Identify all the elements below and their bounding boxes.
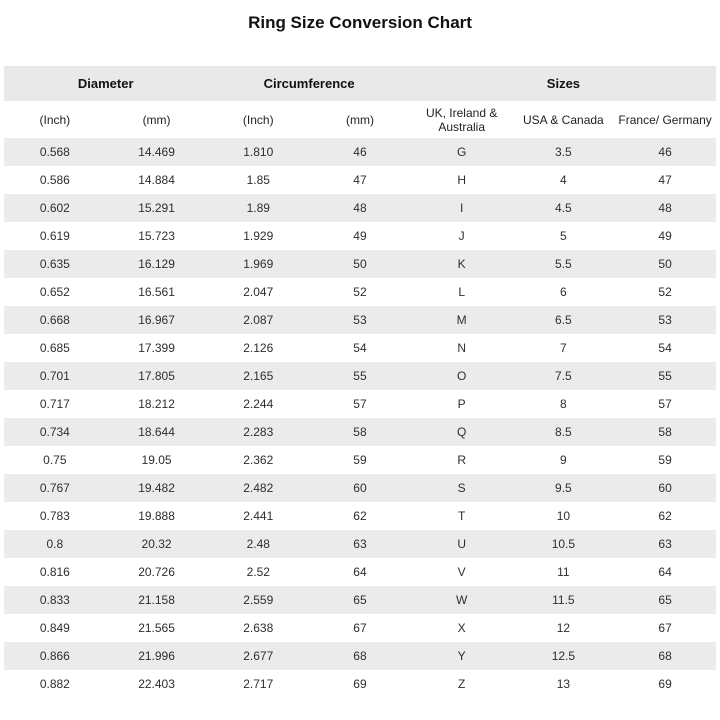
table-cell: 62 [658,509,672,523]
table-row [4,166,716,194]
table-cell: 63 [658,537,672,551]
table-cell: 2.559 [243,593,274,607]
table-cell: J [458,229,465,243]
table-cell: R [457,453,466,467]
table-cell: 60 [658,481,672,495]
table-cell: 2.244 [243,397,274,411]
column-header-usa-canada: USA & Canada [513,101,615,138]
column-header-uk-ireland-australia-label: UK, Ireland & Australia [425,105,498,134]
table-row [4,558,716,586]
table-cell: 63 [353,537,367,551]
group-header-diameter: Diameter [4,66,207,101]
table-cell: 49 [353,229,367,243]
table-cell: 11.5 [552,593,575,607]
table-row [4,502,716,530]
table-cell: 2.087 [243,313,274,327]
table-cell: 1.85 [246,173,270,187]
table-cell: 0.685 [39,341,70,355]
table-cell: 0.717 [39,397,70,411]
table-cell: 4.5 [555,201,572,215]
table-cell: 62 [353,509,367,523]
table-cell: P [457,397,466,411]
table-row [4,474,716,502]
table-cell: 0.619 [39,229,70,243]
table-cell: 4 [560,173,567,187]
column-header-diameter-mm: (mm) [106,101,208,138]
table-cell: 7.5 [555,369,572,383]
table-cell: S [457,481,466,495]
table-cell: 17.399 [138,341,175,355]
table-cell: 15.723 [138,229,175,243]
table-cell: 12.5 [551,649,576,663]
table-cell: 16.561 [138,285,175,299]
table-cell: 0.8 [46,537,64,551]
table-header [4,66,716,138]
table-cell: V [457,565,466,579]
table-row [4,670,716,698]
table-cell: 46 [658,145,672,159]
group-header-sizes: Sizes [411,66,716,101]
table-row [4,250,716,278]
table-row [4,334,716,362]
table-cell: 10 [556,509,571,523]
table-cell: 0.568 [39,145,70,159]
table-row [4,278,716,306]
table-cell: 67 [658,621,672,635]
column-header-france-germany: France/ Germany [614,101,716,138]
table-cell: 2.717 [243,677,274,691]
table-cell: 69 [353,677,367,691]
table-cell: 60 [353,481,367,495]
table-cell: 46 [353,145,367,159]
table-row [4,446,716,474]
table-cell: 18.644 [138,425,175,439]
table-cell: 14.884 [138,173,175,187]
table-cell: 16.129 [138,257,175,271]
table-cell: K [457,257,466,271]
table-row [4,390,716,418]
table-cell: 3.5 [555,145,572,159]
table-cell: 16.967 [138,313,175,327]
table-cell: 0.767 [39,481,70,495]
table-cell: 48 [658,201,672,215]
table-cell: T [457,509,466,523]
table-cell: 2.362 [243,453,274,467]
table-cell: 8.5 [555,425,572,439]
table-cell: 13 [556,677,571,691]
table-cell: 1.929 [243,229,274,243]
table-cell: 12 [556,621,571,635]
column-header-circumference-mm: (mm) [309,101,411,138]
table-cell: 55 [658,369,672,383]
table-cell: 50 [658,257,672,271]
table-cell: 2.165 [243,369,274,383]
table-cell: 2.126 [243,341,274,355]
table-cell: 22.403 [138,677,175,691]
table-cell: 8 [560,397,567,411]
table-row [4,306,716,334]
table-cell: 57 [658,397,672,411]
table-cell: 19.05 [141,453,172,467]
table-cell: 2.677 [243,649,274,663]
table-cell: 11 [557,565,570,579]
table-cell: 0.816 [39,565,70,579]
table-cell: 47 [658,173,672,187]
table-cell: 5 [560,229,567,243]
table-cell: 48 [353,201,367,215]
table-cell: H [457,173,466,187]
table-cell: 2.638 [243,621,274,635]
ring-size-conversion-table [4,66,716,698]
table-cell: 47 [353,173,367,187]
table-cell: 21.996 [138,649,175,663]
table-row [4,586,716,614]
table-cell: 0.668 [39,313,70,327]
table-row [4,418,716,446]
table-cell: 65 [658,593,672,607]
table-cell: 64 [353,565,367,579]
table-cell: 6 [560,285,567,299]
table-cell: 57 [353,397,367,411]
table-cell: 58 [353,425,367,439]
table-cell: 59 [658,453,672,467]
table-cell: 21.158 [138,593,175,607]
table-cell: 17.805 [138,369,175,383]
table-cell: 0.783 [39,509,70,523]
table-row [4,362,716,390]
table-cell: 0.75 [43,453,67,467]
column-header-circumference-inch: (Inch) [207,101,309,138]
table-cell: 58 [658,425,672,439]
column-header-diameter-inch: (Inch) [4,101,106,138]
table-cell: 2.48 [246,537,270,551]
table-cell: 50 [353,257,367,271]
table-row [4,222,716,250]
page-title: Ring Size Conversion Chart [248,13,472,32]
table-cell: 20.726 [138,565,175,579]
table-cell: 52 [658,285,672,299]
table-cell: 1.810 [243,145,274,159]
table-cell: Q [456,425,467,439]
table-cell: L [458,285,465,299]
table-cell: 0.866 [39,649,70,663]
table-row [4,138,716,166]
table-cell: 1.969 [243,257,274,271]
column-header-uk-ireland-australia [411,101,513,138]
table-cell: 2.047 [243,285,274,299]
table-cell: 7 [560,341,567,355]
table-cell: N [457,341,466,355]
table-cell: G [456,145,467,159]
table-cell: 59 [353,453,367,467]
table-cell: 0.833 [39,593,70,607]
table-cell: 19.482 [138,481,175,495]
table-cell: 10.5 [551,537,576,551]
table-cell: 53 [658,313,672,327]
table-cell: 19.888 [138,509,175,523]
table-cell: 67 [353,621,367,635]
table-cell: 2.482 [243,481,274,495]
table-cell: 2.52 [246,565,270,579]
table-row [4,530,716,558]
table-cell: 54 [658,341,672,355]
table-cell: 54 [353,341,367,355]
table-row [4,194,716,222]
table-cell: 65 [353,593,367,607]
table-cell: 5.5 [555,257,572,271]
table-cell: 0.734 [39,425,70,439]
table-cell: 9 [560,453,567,467]
table-cell: 20.32 [141,537,172,551]
table-body [4,138,716,698]
table-cell: O [456,369,467,383]
table-cell: 0.602 [39,201,70,215]
table-cell: 68 [658,649,672,663]
table-cell: 6.5 [555,313,572,327]
column-header-row [4,101,716,138]
table-cell: W [456,593,468,607]
table-cell: M [456,313,467,327]
table-cell: 14.469 [138,145,175,159]
table-cell: U [457,537,466,551]
table-cell: I [459,201,464,215]
table-cell: 0.635 [39,257,70,271]
table-cell: Z [457,677,466,691]
table-cell: 64 [658,565,672,579]
table-cell: 53 [353,313,367,327]
table-cell: 1.89 [246,201,270,215]
table-cell: 52 [353,285,367,299]
group-header-circumference: Circumference [207,66,410,101]
table-cell: 0.849 [39,621,70,635]
table-row [4,614,716,642]
table-cell: 55 [353,369,367,383]
group-header-row [4,66,716,101]
table-cell: 0.586 [39,173,70,187]
table-cell: 0.652 [39,285,70,299]
table-cell: 15.291 [138,201,175,215]
table-cell: 18.212 [138,397,175,411]
table-cell: 49 [658,229,672,243]
table-cell: 69 [658,677,672,691]
table-cell: 21.565 [138,621,175,635]
table-cell: 2.283 [243,425,274,439]
table-cell: 0.882 [39,677,70,691]
table-cell: X [457,621,466,635]
table-row [4,642,716,670]
table-cell: 0.701 [39,369,70,383]
table-cell: Y [457,649,466,663]
table-cell: 2.441 [243,509,274,523]
table-cell: 68 [353,649,367,663]
table-cell: 9.5 [555,481,572,495]
